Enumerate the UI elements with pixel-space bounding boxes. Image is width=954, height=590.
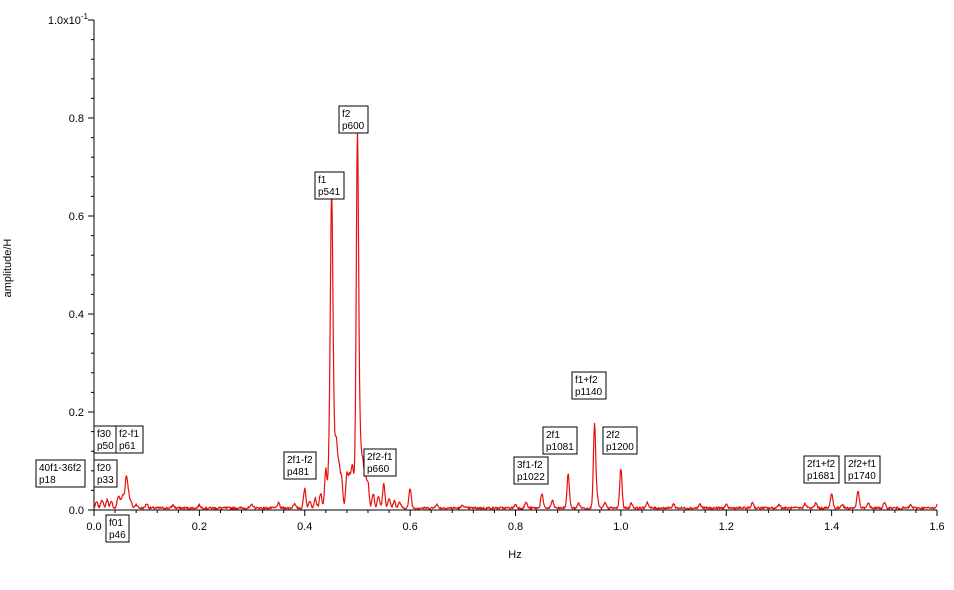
annotation-sub: p61 (119, 441, 136, 452)
peak-annotation (339, 106, 368, 133)
peak-annotation (315, 172, 344, 199)
x-tick-label: 0.4 (297, 521, 313, 533)
x-tick-label: 0.8 (507, 521, 524, 533)
annotation-sub: p50 (97, 441, 114, 452)
annotation-sub: p1140 (575, 387, 603, 398)
annotation-sub: p1200 (606, 442, 634, 453)
annotation-label: f30 (97, 429, 111, 440)
annotation-sub: p660 (367, 464, 390, 475)
peak-annotation (94, 460, 117, 487)
x-tick-label: 0.2 (191, 521, 208, 533)
annotation-sub: p541 (318, 187, 341, 198)
peak-annotation (284, 452, 316, 479)
annotation-label: 2f2-f1 (367, 452, 393, 463)
x-ticks (86, 510, 944, 533)
annotation-sub: p1022 (517, 472, 545, 483)
annotation-label: f2-f1 (119, 429, 140, 440)
peak-annotation (116, 426, 143, 453)
annotation-label: f1+f2 (575, 375, 598, 386)
y-tick-label: 0.0 (68, 505, 84, 517)
peak-annotation (804, 456, 839, 483)
y-tick-label: 0.2 (68, 407, 84, 419)
peak-annotation (603, 427, 637, 454)
y-tick-label: 0.8 (68, 113, 84, 125)
peak-annotation (514, 457, 548, 484)
peak-annotation (543, 427, 577, 454)
annotation-sub: p600 (342, 121, 365, 132)
annotation-label: 2f1-f2 (287, 455, 313, 466)
annotation-label: 3f1-f2 (517, 460, 543, 471)
x-tick-label: 1.6 (929, 521, 945, 533)
peak-annotation (572, 372, 606, 399)
annotation-sub: p46 (109, 530, 126, 541)
annotation-label: f2 (342, 109, 351, 120)
annotation-label: 2f2 (606, 430, 620, 441)
y-tick-label: 0.4 (68, 309, 84, 321)
peak-annotation (36, 460, 85, 487)
y-tick-label: 0.6 (68, 211, 84, 223)
annotation-label: 2f1+f2 (807, 459, 836, 470)
peak-annotation (106, 515, 129, 542)
annotation-sub: p1681 (807, 471, 835, 482)
x-tick-label: 1.2 (718, 521, 734, 533)
x-axis-title: Hz (508, 549, 522, 561)
annotation-sub: p481 (287, 467, 310, 478)
annotation-label: f01 (109, 518, 123, 529)
peak-annotation (94, 426, 117, 453)
peak-annotation (845, 456, 880, 483)
x-tick-label: 1.0 (613, 521, 629, 533)
annotation-label: 2f2+f1 (848, 459, 877, 470)
annotation-sub: p1081 (546, 442, 574, 453)
x-tick-label: 0.0 (86, 521, 102, 533)
annotation-label: 2f1 (546, 430, 560, 441)
y-ticks (69, 20, 94, 517)
series-line (94, 130, 937, 509)
y-axis-title: amplitude/H (2, 238, 14, 298)
peak-annotations (36, 106, 880, 542)
x-tick-label: 0.6 (402, 521, 418, 533)
annotation-sub: p1740 (848, 471, 876, 482)
annotation-label: f1 (318, 175, 327, 186)
peak-annotation (364, 449, 396, 476)
annotation-label: 40f1-36f2 (39, 463, 82, 474)
annotation-sub: p33 (97, 475, 114, 486)
y-top-tick-label: $1.0x10^{-1}$ (47, 12, 88, 27)
annotation-sub: p18 (39, 475, 56, 486)
annotation-label: f20 (97, 463, 111, 474)
x-tick-label: 1.4 (823, 521, 840, 533)
chart-axes (48, 12, 945, 533)
